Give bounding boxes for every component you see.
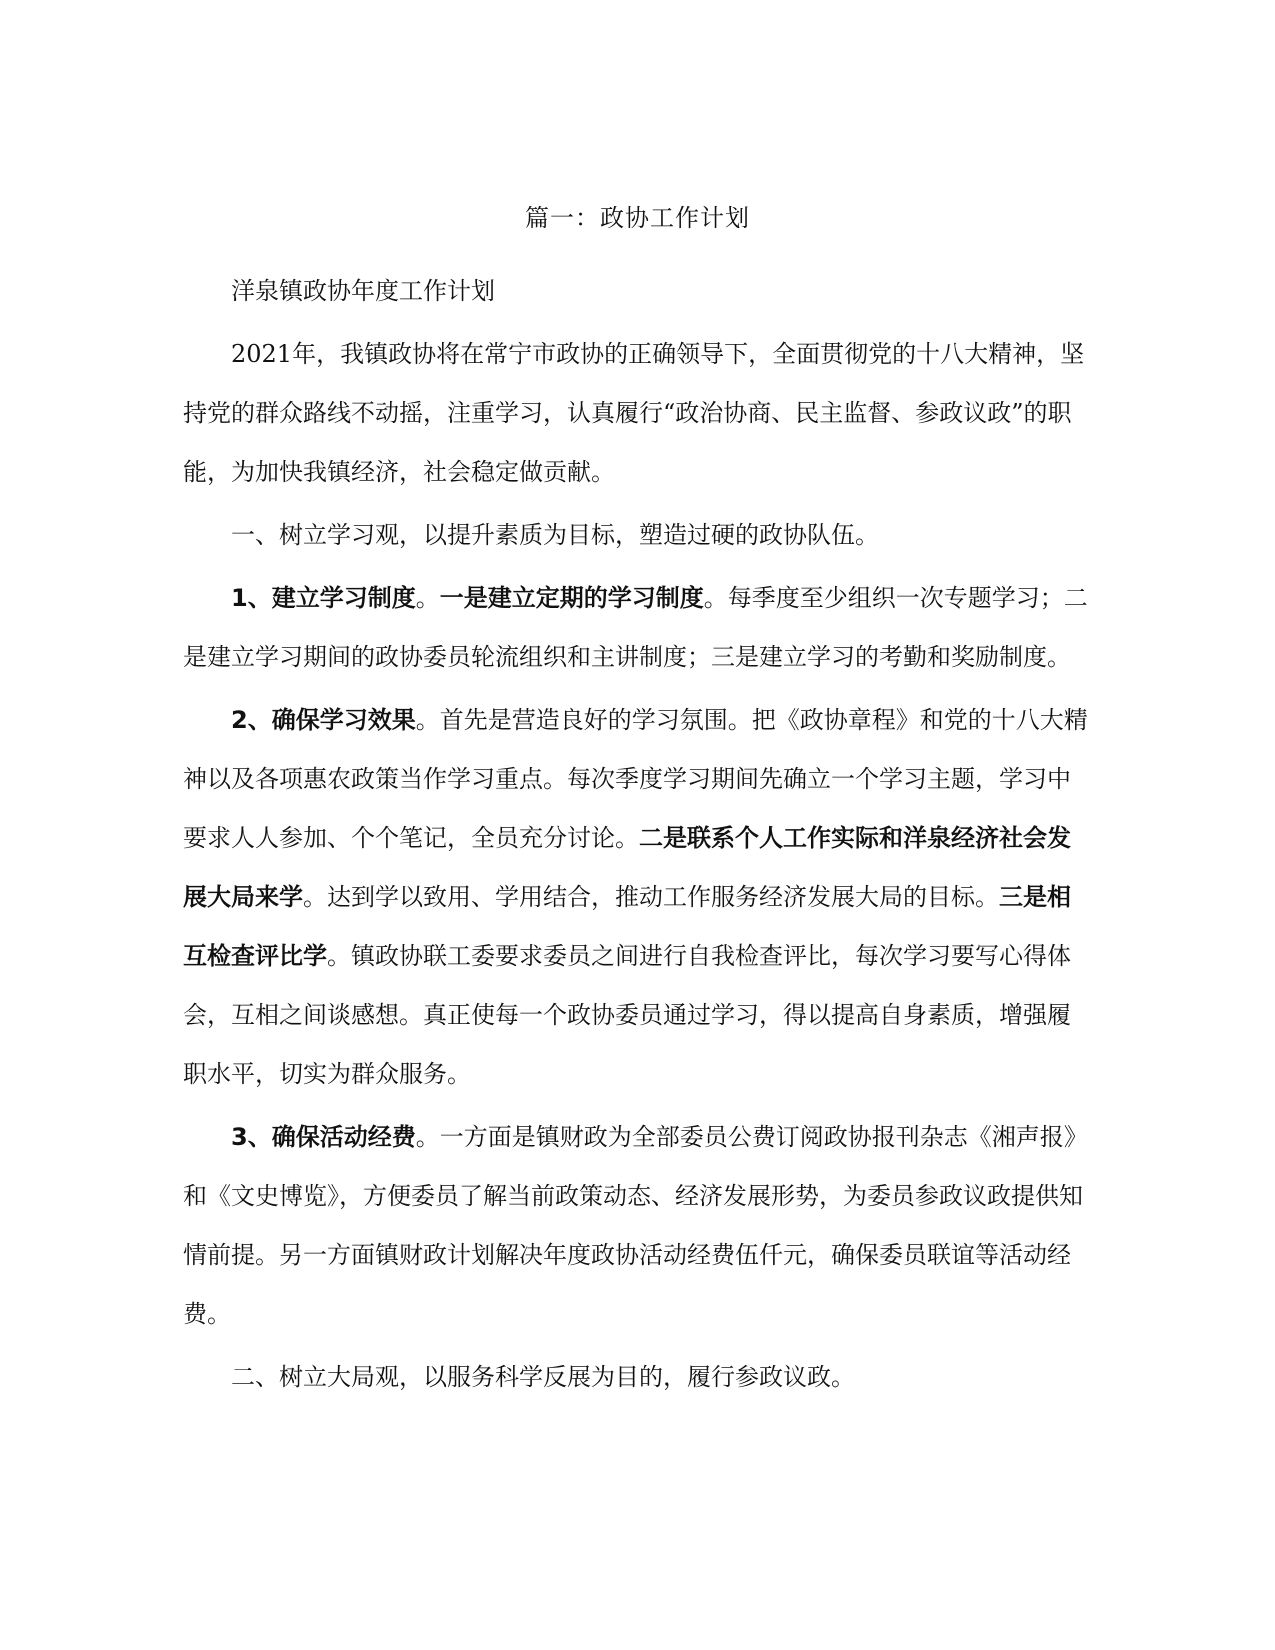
item-2-text-1: 。首先是营造良好的学习氛围。把《政协章程》和党的十八大精神以及各项惠农政策当作学习重点。每次季度学习期间先确立一个学习主题，学习中要求人人参加、个个笔记，全员充分讨论。 [183,706,1088,852]
item-2-bold-2: 二是联系个人工作实际和洋泉经济社会发展大局来学 [183,824,1071,911]
item-2-heading: 2、确保学习效果 [231,706,416,734]
item-2-bold-3: 三是相互检查评比学 [183,883,1071,970]
item-2-text-3: 。镇政协联工委要求委员之间进行自我检查评比，每次学习要写心得体会，互相之间谈感想。真正使每一个政协委员通过学习，得以提高自身素质，增强履职水平，切实为群众服务。 [183,942,1071,1088]
document-title: 篇一：政协工作计划 [525,204,750,232]
item-1-paragraph [183,569,1088,687]
section-1-heading: 一、树立学习观，以提升素质为目标，塑造过硬的政协队伍。 [231,521,879,549]
item-3-text-1: 。一方面是镇财政为全部委员公费订阅政协报刊杂志《湘声报》和《文史博览》，方便委员了解当前政策动态、经济发展形势，为委员参政议政提供知情前提。另一方面镇财政计划解决年度政协活动经费伍仟元，确保委员联谊等活动经费。 [183,1123,1088,1328]
item-2-text-2: 。达到学以致用、学用结合，推动工作服务经济发展大局的目标。 [303,883,999,911]
document-subtitle: 洋泉镇政协年度工作计划 [231,277,495,305]
item-3-heading: 3、确保活动经费 [231,1123,416,1151]
item-2-paragraph [183,691,1088,1104]
section-2-heading: 二、树立大局观，以服务科学反展为目的，履行参政议政。 [231,1363,855,1391]
item-1-text-1: 。 [415,584,440,612]
document-body [183,262,1088,1407]
item-1-heading: 1、建立学习制度 [231,584,416,612]
intro-paragraph: 2021年，我镇政协将在常宁市政协的正确领导下，全面贯彻党的十八大精神，坚持党的群众路线不动摇，注重学习，认真履行“政治协商、民主监督、参政议政”的职能，为加快我镇经济，社会稳定做贡献。 [183,340,1085,486]
item-3-paragraph [183,1108,1088,1344]
item-1-text-2: 。每季度至少组织一次专题学习；二是建立学习期间的政协委员轮流组织和主讲制度；三是建立学习的考勤和奖励制度。 [183,584,1088,671]
item-1-bold-2: 一是建立定期的学习制度 [439,584,704,612]
